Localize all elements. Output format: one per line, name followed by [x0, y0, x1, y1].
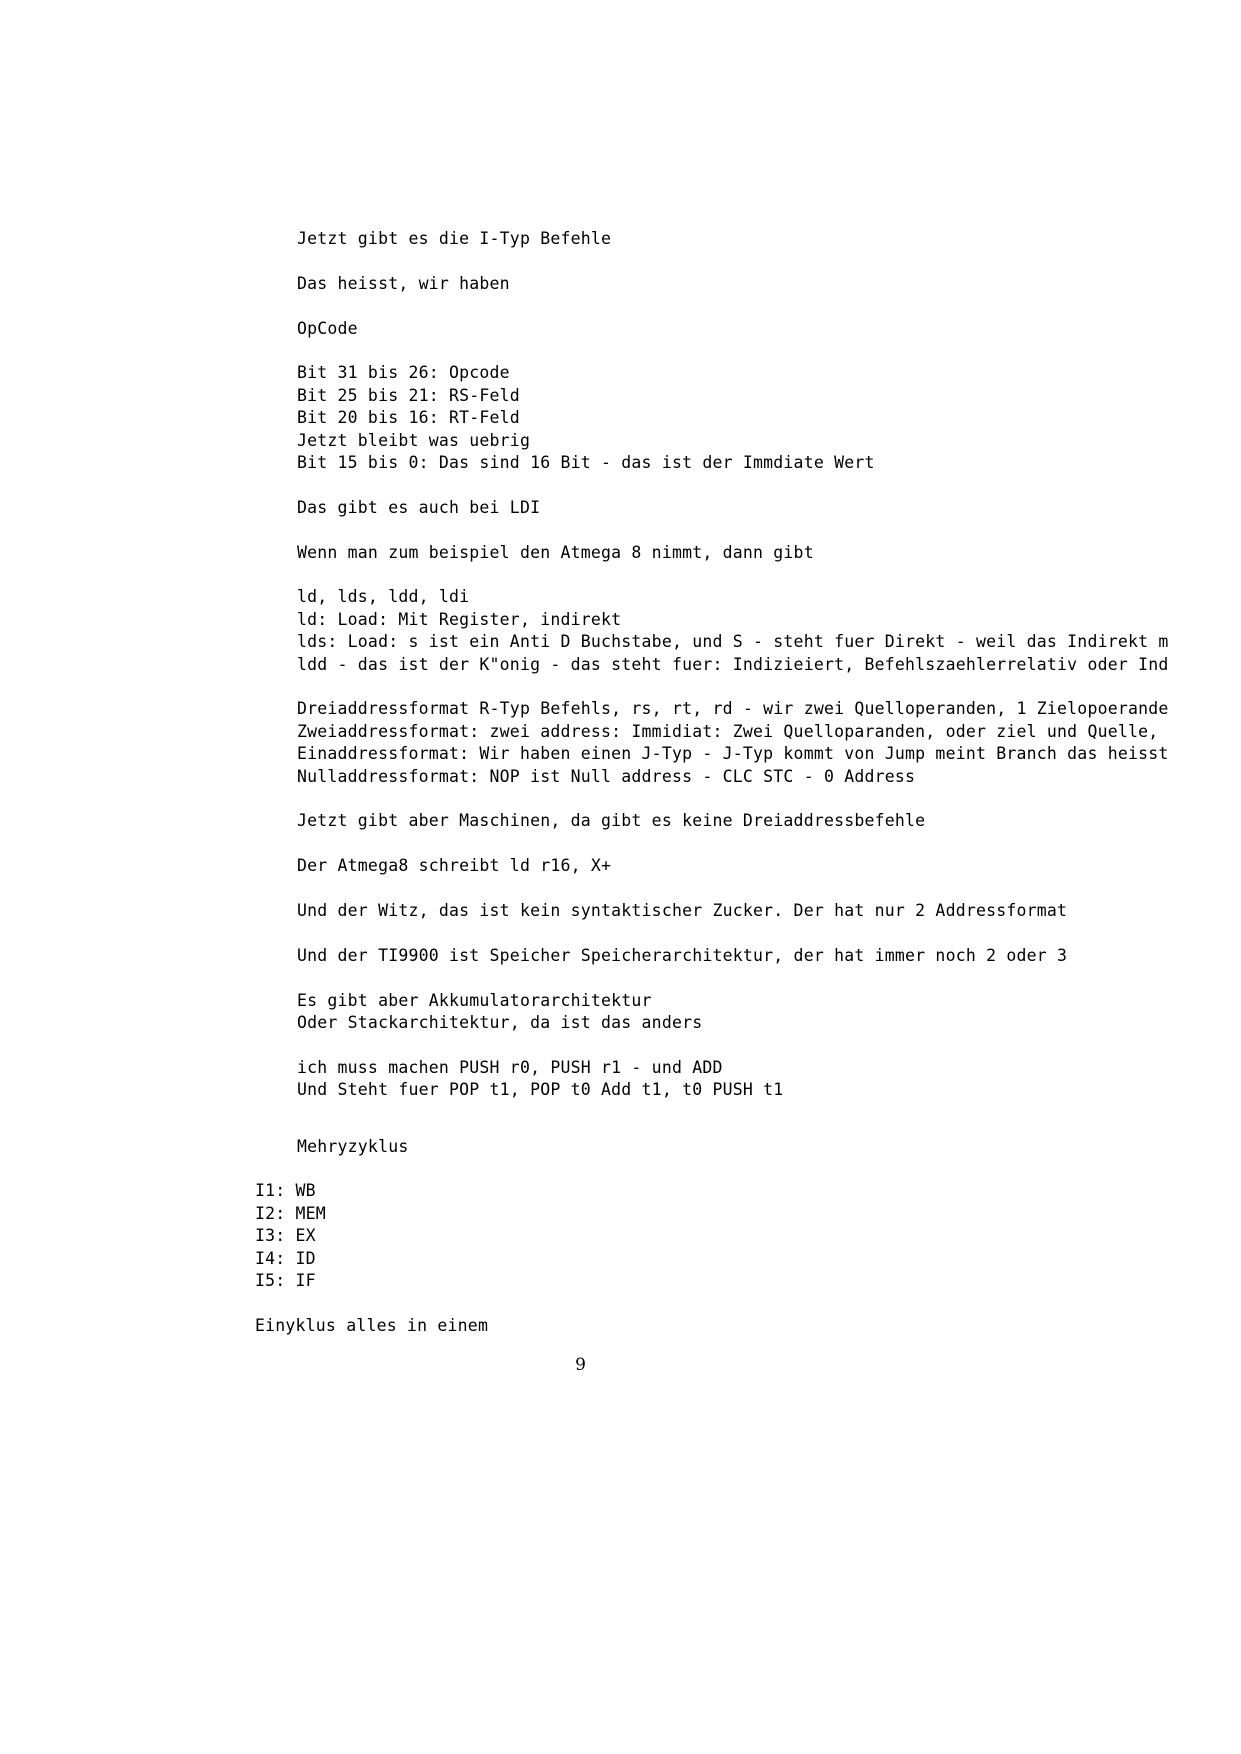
text-line: I2: MEM	[255, 1203, 326, 1223]
text-line: ld, lds, ldd, ldi	[297, 587, 470, 607]
text-block	[255, 698, 1195, 788]
paragraph-spacer	[255, 340, 1195, 362]
text-block	[255, 586, 1195, 676]
paragraph-spacer	[255, 1292, 1195, 1314]
text-block	[255, 497, 1195, 519]
text-line: Der Atmega8 schreibt ld r16, X+	[297, 856, 612, 876]
text-line: ldd - das ist der K"onig - das steht fuer: Indizieiert, Befehlszaehlerrelativ oder Ind	[297, 654, 1169, 674]
text-line: I4: ID	[255, 1248, 316, 1268]
text-block	[255, 273, 1195, 295]
text-block	[255, 990, 1195, 1035]
paragraph-spacer	[255, 564, 1195, 586]
paragraph-spacer	[255, 1102, 1195, 1136]
text-line: Zweiaddressformat: zwei address: Immidiat: Zwei Quelloparanden, oder ziel und Quelle,	[297, 721, 1159, 741]
text-line: Oder Stackarchitektur, da ist das anders	[297, 1013, 703, 1033]
paragraph-spacer	[255, 676, 1195, 698]
text-line: Jetzt bleibt was uebrig	[297, 430, 531, 450]
paragraph-spacer	[255, 295, 1195, 317]
text-line: Und Steht fuer POP t1, POP t0 Add t1, t0 PUSH t1	[297, 1080, 784, 1100]
text-block	[255, 1315, 1195, 1337]
text-line: I3: EX	[255, 1226, 316, 1246]
text-line: Dreiaddressformat R-Typ Befehls, rs, rt, rd - wir zwei Quelloperanden, 1 Zielopoerande	[297, 699, 1169, 719]
text-line: Jetzt gibt es die I-Typ Befehle	[297, 229, 612, 248]
text-line: Nulladdressformat: NOP ist Null address - CLC STC - 0 Address	[297, 766, 916, 786]
paragraph-spacer	[255, 1034, 1195, 1056]
text-block	[255, 542, 1195, 564]
text-block	[255, 318, 1195, 340]
text-line: I5: IF	[255, 1271, 316, 1291]
paragraph-spacer	[255, 788, 1195, 810]
text-block	[255, 810, 1195, 832]
text-line: Mehryzyklus	[297, 1136, 409, 1156]
page-number: 9	[575, 1355, 586, 1375]
text-line: Einyklus alles in einem	[255, 1315, 489, 1335]
text-line: Und der Witz, das ist kein syntaktischer Zucker. Der hat nur 2 Addressformat	[297, 901, 1068, 921]
text-line: Bit 31 bis 26: Opcode	[297, 363, 510, 383]
paragraph-spacer	[255, 474, 1195, 496]
page-footer	[0, 1355, 1241, 1375]
text-line: lds: Load: s ist ein Anti D Buchstabe, und S - steht fuer Direkt - weil das Indirekt m	[297, 632, 1169, 652]
paragraph-spacer	[255, 833, 1195, 855]
text-block	[255, 362, 1195, 474]
document-body	[255, 228, 1195, 1337]
paragraph-spacer	[255, 967, 1195, 989]
text-line: Bit 20 bis 16: RT-Feld	[297, 408, 520, 428]
text-block	[255, 1180, 1195, 1292]
text-line: Und der TI9900 ist Speicher Speicherarchitektur, der hat immer noch 2 oder 3	[297, 945, 1068, 965]
paragraph-spacer	[255, 878, 1195, 900]
paragraph-spacer	[255, 250, 1195, 272]
text-block	[255, 945, 1195, 967]
text-line: OpCode	[297, 318, 358, 338]
text-line: Jetzt gibt aber Maschinen, da gibt es keine Dreiaddressbefehle	[297, 811, 926, 831]
text-block	[255, 855, 1195, 877]
text-line: Wenn man zum beispiel den Atmega 8 nimmt, dann gibt	[297, 542, 814, 562]
paragraph-spacer	[255, 1158, 1195, 1180]
text-line: Einaddressformat: Wir haben einen J-Typ - J-Typ kommt von Jump meint Branch das heisst	[297, 744, 1169, 764]
text-line: Bit 25 bis 21: RS-Feld	[297, 385, 520, 405]
text-line: Das heisst, wir haben	[297, 273, 510, 293]
text-line: Bit 15 bis 0: Das sind 16 Bit - das ist der Immdiate Wert	[297, 453, 875, 473]
text-block	[255, 1136, 1195, 1158]
paragraph-spacer	[255, 922, 1195, 944]
text-line: ich muss machen PUSH r0, PUSH r1 - und ADD	[297, 1057, 723, 1077]
text-block	[255, 900, 1195, 922]
text-line: I1: WB	[255, 1181, 316, 1201]
text-block	[255, 1057, 1195, 1102]
text-line: Es gibt aber Akkumulatorarchitektur	[297, 990, 652, 1010]
text-line: ld: Load: Mit Register, indirekt	[297, 609, 622, 629]
text-block	[255, 228, 1195, 250]
paragraph-spacer	[255, 519, 1195, 541]
text-line: Das gibt es auch bei LDI	[297, 497, 541, 517]
